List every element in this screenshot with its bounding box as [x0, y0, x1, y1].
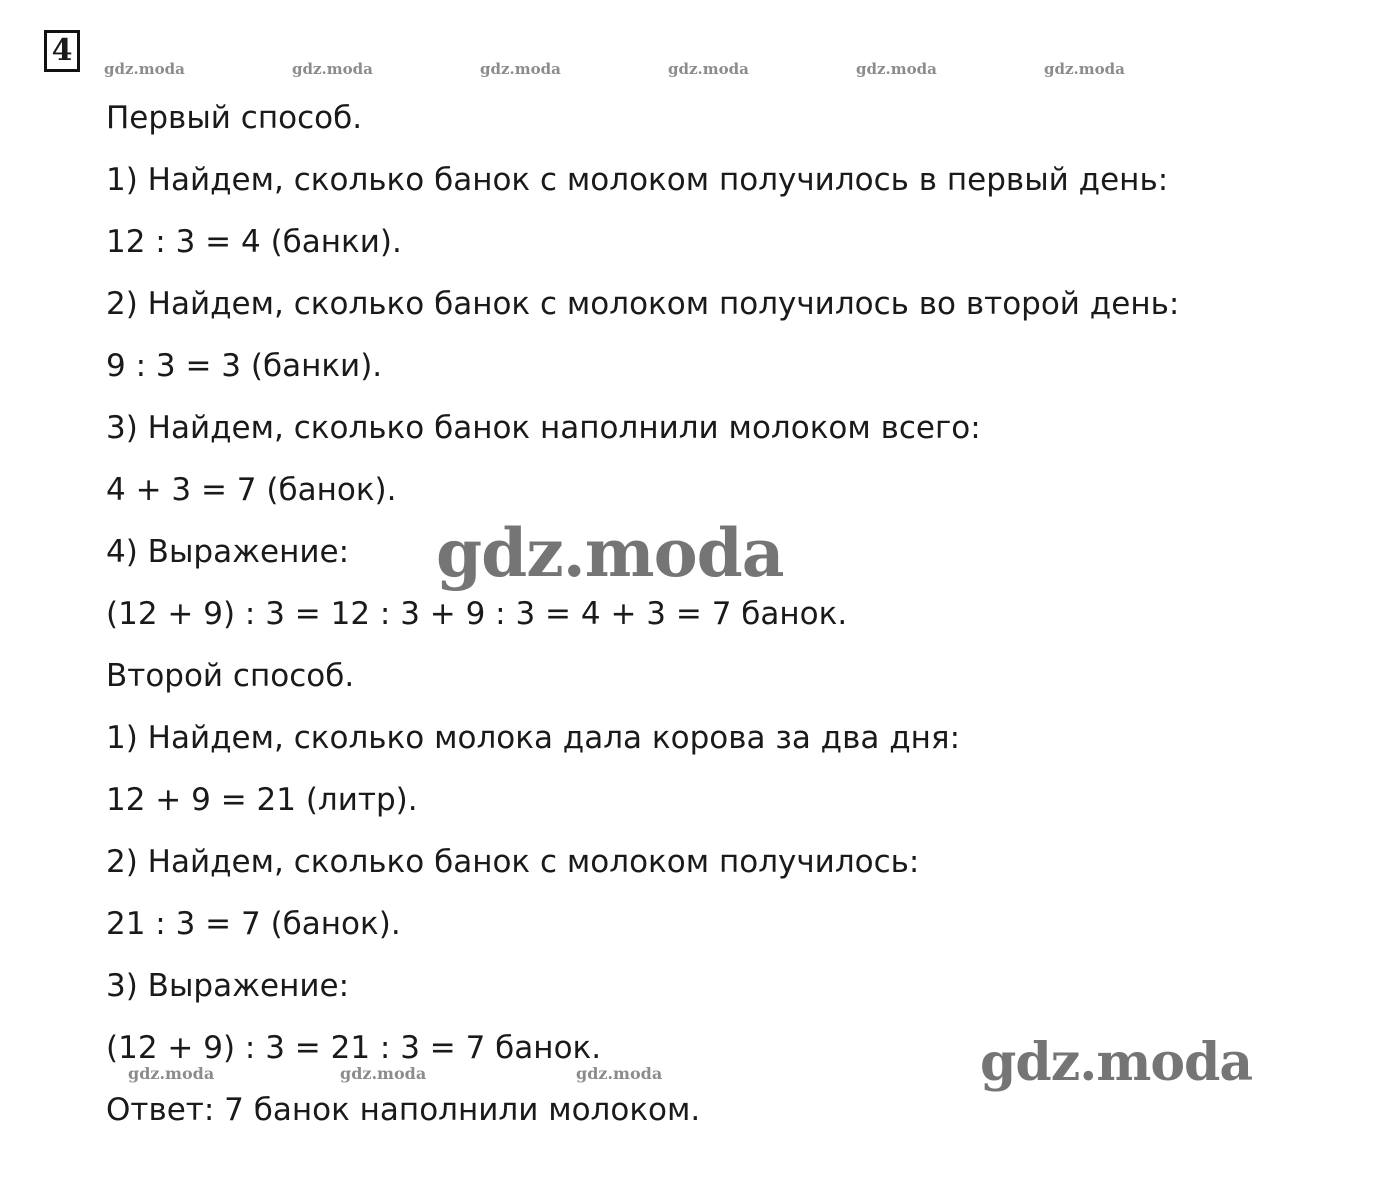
method-2-step-2: 2) Найдем, сколько банок с молоком получилось:	[106, 844, 920, 880]
method-2-calc-1: 12 + 9 = 21 (литр).	[106, 782, 418, 818]
method-2-expression: (12 + 9) : 3 = 21 : 3 = 7 банок.	[106, 1030, 602, 1066]
method-1-calc-1: 12 : 3 = 4 (банки).	[106, 224, 402, 260]
solution-text	[106, 96, 1346, 1150]
method-2-step-1: 1) Найдем, сколько молока дала корова за два дня:	[106, 720, 961, 756]
method-2-heading: Второй способ.	[106, 658, 355, 694]
method-1-calc-3: 4 + 3 = 7 (банок).	[106, 472, 397, 508]
method-2-step-3: 3) Выражение:	[106, 968, 350, 1004]
watermark-big: gdz.moda	[980, 1032, 1253, 1093]
answer: Ответ: 7 банок наполнили молоком.	[106, 1092, 701, 1128]
watermark-small: gdz.moda	[292, 60, 373, 78]
method-1-heading: Первый способ.	[106, 100, 363, 136]
method-1-expression: (12 + 9) : 3 = 12 : 3 + 9 : 3 = 4 + 3 = 7 банок.	[106, 596, 848, 632]
watermark-small: gdz.moda	[480, 60, 561, 78]
task-number-box: 4	[44, 30, 80, 72]
watermark-small: gdz.moda	[128, 1064, 215, 1083]
watermark-big: gdz.moda	[436, 514, 784, 592]
method-1-step-4: 4) Выражение:	[106, 534, 350, 570]
watermark-small: gdz.moda	[576, 1064, 663, 1083]
method-1-step-1: 1) Найдем, сколько банок с молоком получилось в первый день:	[106, 162, 1169, 198]
watermark-small: gdz.moda	[668, 60, 749, 78]
watermark-small: gdz.moda	[340, 1064, 427, 1083]
method-2-calc-2: 21 : 3 = 7 (банок).	[106, 906, 401, 942]
watermark-small: gdz.moda	[1044, 60, 1125, 78]
method-1-step-3: 3) Найдем, сколько банок наполнили молоком всего:	[106, 410, 981, 446]
watermark-small: gdz.moda	[856, 60, 937, 78]
method-1-step-2: 2) Найдем, сколько банок с молоком получилось во второй день:	[106, 286, 1180, 322]
method-1-calc-2: 9 : 3 = 3 (банки).	[106, 348, 383, 384]
watermark-small: gdz.moda	[104, 60, 185, 78]
